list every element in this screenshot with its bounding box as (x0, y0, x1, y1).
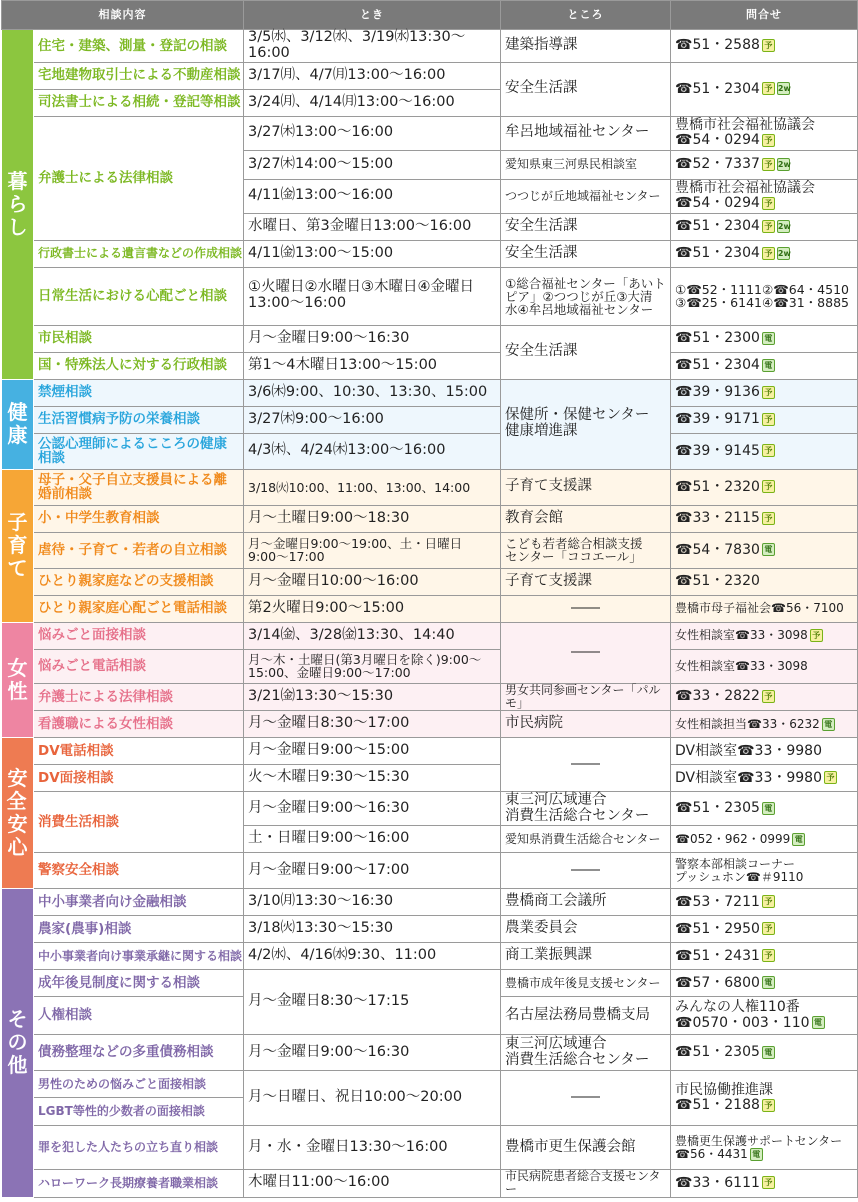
two-weeks-icon: 2w (777, 159, 791, 169)
section-anzen (2, 738, 858, 889)
row-time: 月～金曜日8:30～17:00 (244, 711, 501, 738)
row-name: 禁煙相談 (34, 379, 244, 406)
row-time: 4/3㈭、4/24㈭13:00～16:00 (244, 433, 501, 469)
row-time: 月～金曜日9:00～15:00 (244, 738, 501, 765)
row-name: 中小事業者向け事業承継に関する相談 (34, 943, 244, 970)
reservation-icon: 予 (762, 413, 775, 426)
row-contact: 豊橋市社会福祉協議会 ☎54・0294 予 (671, 116, 858, 150)
row-contact: 女性相談室☎33・3098 (671, 649, 858, 683)
row-time: 月～金曜日10:00～16:00 (244, 568, 501, 595)
row-time: 3/27㈭9:00～16:00 (244, 406, 501, 433)
row-place: つつじが丘地域福祉センター (501, 179, 671, 213)
header-tokoro: ところ (501, 1, 671, 30)
category-kosodate: 子育て (2, 469, 34, 622)
row-place: 東三河広域連合 消費生活総合センター (501, 1035, 671, 1071)
row-time: 3/10㈪13:30～16:30 (244, 889, 501, 916)
row-time: 3/6㈭9:00、10:30、13:30、15:00 (244, 379, 501, 406)
reservation-icon: 予 (762, 220, 775, 233)
reservation-icon: 予 (762, 158, 775, 171)
section-kosodate (2, 469, 858, 622)
row-contact: ☎33・2115 予 (671, 505, 858, 532)
row-place: 安全生活課 (501, 62, 671, 116)
row-time: 月～土曜日9:00～18:30 (244, 505, 501, 532)
row-name: 罪を犯した人たちの立ち直り相談 (34, 1126, 244, 1170)
row-place: ①総合福祉センター「あいトピア」②つつじが丘③大清 水④牟呂地域福祉センター (501, 267, 671, 325)
row-place: 豊橋市成年後見支援センター (501, 970, 671, 997)
reservation-icon: 予 (762, 690, 775, 703)
row-contact: ☎52・7337 予 2w (671, 150, 858, 179)
row-contact: ☎53・7211 予 (671, 889, 858, 916)
consultation-table (1, 0, 858, 1198)
row-contact: 豊橋更生保護サポートセンター ☎56・4431 電 (671, 1126, 858, 1170)
row-time: 月～金曜日9:00～19:00、土・日曜日 9:00～17:00 (244, 532, 501, 568)
phone-icon: 電 (762, 802, 775, 815)
phone-icon: 電 (762, 359, 775, 372)
row-contact: ☎51・2300 電 (671, 325, 858, 352)
table-row (2, 62, 858, 89)
phone-icon: 電 (792, 833, 805, 846)
row-contact: ☎51・2305 電 (671, 1035, 858, 1071)
row-name: 警察安全相談 (34, 853, 244, 889)
row-contact: ☎39・9171 予 (671, 406, 858, 433)
phone-icon: 電 (750, 1148, 763, 1161)
row-place: ―― (501, 1071, 671, 1126)
row-name: 弁護士による法律相談 (34, 683, 244, 710)
table-row (2, 1126, 858, 1170)
table-row (2, 943, 858, 970)
row-name: 中小事業者向け金融相談 (34, 889, 244, 916)
row-name: 日常生活における心配ごと相談 (34, 267, 244, 325)
row-name: 住宅・建築、測量・登記の相談 (34, 30, 244, 63)
row-name: 国・特殊法人に対する行政相談 (34, 352, 244, 379)
row-time: 3/27㈭13:00～16:00 (244, 116, 501, 150)
row-time: 3/27㈭14:00～15:00 (244, 150, 501, 179)
row-name: DV面接相談 (34, 765, 244, 792)
table-row (2, 433, 858, 469)
row-time: 土・日曜日9:00～16:00 (244, 826, 501, 853)
row-contact: みんなの人権110番 ☎0570・003・110 電 (671, 997, 858, 1035)
row-name: 消費生活相談 (34, 792, 244, 853)
row-time: 水曜日、第3金曜日13:00～16:00 (244, 213, 501, 240)
table-row (2, 622, 858, 649)
table-row (2, 853, 858, 889)
row-name: 農家(農事)相談 (34, 916, 244, 943)
row-name: ひとり親家庭心配ごと電話相談 (34, 595, 244, 622)
row-time: 月・水・金曜日13:30～16:00 (244, 1126, 501, 1170)
row-place: 子育て支援課 (501, 469, 671, 505)
row-name: 成年後見制度に関する相談 (34, 970, 244, 997)
row-contact: ☎51・2320 (671, 568, 858, 595)
table-row (2, 469, 858, 505)
row-contact: DV相談室☎33・9980 (671, 738, 858, 765)
row-contact: 市民協働推進課 ☎51・2188 予 (671, 1071, 858, 1126)
row-contact: ☎51・2304 予 2w (671, 240, 858, 267)
header-toiawase: 問合せ (671, 1, 858, 30)
row-place: ―― (501, 622, 671, 683)
phone-icon: 電 (762, 543, 775, 556)
table-row (2, 765, 858, 792)
table-row (2, 738, 858, 765)
row-place: 安全生活課 (501, 240, 671, 267)
reservation-icon: 予 (762, 1099, 775, 1112)
row-name: 男性のための悩みごと面接相談 (34, 1071, 244, 1098)
row-time: 3/18㈫13:30～15:30 (244, 916, 501, 943)
section-kenko (2, 379, 858, 469)
row-time: 3/17㈪、4/7㈪13:00～16:00 (244, 62, 501, 89)
table-row (2, 267, 858, 325)
reservation-icon: 予 (762, 1176, 775, 1189)
row-place: 豊橋商工会議所 (501, 889, 671, 916)
row-place: 男女共同参画センター「パルモ」 (501, 683, 671, 710)
table-row (2, 970, 858, 997)
row-time: 月～金曜日9:00～16:30 (244, 325, 501, 352)
reservation-icon: 予 (762, 512, 775, 525)
row-place: 愛知県消費生活総合センター (501, 826, 671, 853)
row-name: 人権相談 (34, 997, 244, 1035)
two-weeks-icon: 2w (777, 248, 791, 258)
table-row (2, 889, 858, 916)
table-row (2, 1071, 858, 1098)
row-place: 子育て支援課 (501, 568, 671, 595)
row-name: 虐待・子育て・若者の自立相談 (34, 532, 244, 568)
row-place: 商工業振興課 (501, 943, 671, 970)
row-place: 市民病院 (501, 711, 671, 738)
table-row (2, 30, 858, 63)
row-contact: ☎33・2822 予 (671, 683, 858, 710)
row-place: 牟呂地域福祉センター (501, 116, 671, 150)
row-time: 3/14㈮、3/28㈮13:30、14:40 (244, 622, 501, 649)
row-contact: ☎51・2304 電 (671, 352, 858, 379)
row-contact: ☎51・2304 予 2w (671, 62, 858, 116)
row-contact: 女性相談担当☎33・6232 電 (671, 711, 858, 738)
row-time: 第1～4木曜日13:00～15:00 (244, 352, 501, 379)
row-place: こども若者総合相談支援 センター「ココエール」 (501, 532, 671, 568)
row-name: 行政書士による遺言書などの作成相談 (34, 240, 244, 267)
table-row (2, 325, 858, 352)
row-place: 農業委員会 (501, 916, 671, 943)
row-contact: 豊橋市社会福祉協議会 ☎54・0294 予 (671, 179, 858, 213)
row-contact: ①☎52・1111②☎64・4510 ③☎25・6141④☎31・8885 (671, 267, 858, 325)
row-time: 月～日曜日、祝日10:00～20:00 (244, 1071, 501, 1126)
reservation-icon: 予 (762, 197, 775, 210)
table-row (2, 649, 858, 683)
table-header (2, 1, 858, 30)
section-kurashi (2, 30, 858, 380)
row-contact: ☎33・6111 予 (671, 1170, 858, 1197)
row-place: ―― (501, 595, 671, 622)
table-row (2, 595, 858, 622)
row-place: 安全生活課 (501, 325, 671, 379)
reservation-icon: 予 (762, 949, 775, 962)
table-row (2, 1170, 858, 1197)
category-anzen: 安全・安心 (2, 738, 34, 889)
row-time: 月～金曜日9:00～16:30 (244, 792, 501, 826)
table-row (2, 916, 858, 943)
reservation-icon: 予 (762, 480, 775, 493)
row-time: 木曜日11:00～16:00 (244, 1170, 501, 1197)
row-name: 小・中学生教育相談 (34, 505, 244, 532)
table-row (2, 379, 858, 406)
row-time: 3/5㈬、3/12㈬、3/19㈬13:30～16:00 (244, 30, 501, 63)
row-place: 名古屋法務局豊橋支局 (501, 997, 671, 1035)
table-row (2, 792, 858, 826)
two-weeks-icon: 2w (777, 221, 791, 231)
row-contact: 豊橋市母子福祉会☎56・7100 (671, 595, 858, 622)
row-contact: 女性相談室☎33・3098 予 (671, 622, 858, 649)
row-name: ひとり親家庭などの支援相談 (34, 568, 244, 595)
phone-icon: 電 (762, 332, 775, 345)
row-name: LGBT等性的少数者の面接相談 (34, 1098, 244, 1126)
row-name: 債務整理などの多重債務相談 (34, 1035, 244, 1071)
reservation-icon: 予 (762, 39, 775, 52)
row-place: 市民病院患者総合支援センター (501, 1170, 671, 1197)
row-time: 4/2㈬、4/16㈬9:30、11:00 (244, 943, 501, 970)
row-name: 悩みごと面接相談 (34, 622, 244, 649)
section-josei (2, 622, 858, 737)
row-contact: ☎57・6800 電 (671, 970, 858, 997)
row-name: 看護職による女性相談 (34, 711, 244, 738)
reservation-icon: 予 (762, 922, 775, 935)
row-place: ―― (501, 853, 671, 889)
phone-icon: 電 (822, 718, 835, 731)
table-row (2, 116, 858, 150)
row-place: 愛知県東三河県民相談室 (501, 150, 671, 179)
row-time: 月～木・土曜日(第3月曜日を除く)9:00～ 15:00、金曜日9:00～17:00 (244, 649, 501, 683)
row-contact: ☎51・2304 予 2w (671, 213, 858, 240)
table-row (2, 711, 858, 738)
table-row (2, 505, 858, 532)
row-contact: ☎51・2431 予 (671, 943, 858, 970)
reservation-icon: 予 (762, 247, 775, 260)
row-place: ―― (501, 738, 671, 792)
reservation-icon: 予 (810, 629, 823, 642)
row-time: 月～金曜日9:00～16:30 (244, 1035, 501, 1071)
row-time: 4/11㈮13:00～15:00 (244, 240, 501, 267)
header-naiyo: 相談内容 (2, 1, 244, 30)
row-time: 3/21㈮13:30～15:30 (244, 683, 501, 710)
row-time: 月～金曜日8:30～17:15 (244, 970, 501, 1035)
row-contact: ☎51・2588 予 (671, 30, 858, 63)
row-name: 弁護士による法律相談 (34, 116, 244, 240)
row-contact: ☎51・2950 予 (671, 916, 858, 943)
reservation-icon: 予 (762, 82, 775, 95)
category-sonota: その他 (2, 889, 34, 1197)
table-row (2, 568, 858, 595)
category-kurashi: 暮らし (2, 30, 34, 380)
table-row (2, 683, 858, 710)
phone-icon: 電 (762, 1046, 775, 1059)
row-time: 3/24㈪、4/14㈪13:00～16:00 (244, 89, 501, 116)
table-row (2, 240, 858, 267)
row-name: 宅地建物取引士による不動産相談 (34, 62, 244, 89)
reservation-icon: 予 (824, 771, 837, 784)
row-place: 東三河広域連合 消費生活総合センター (501, 792, 671, 826)
row-place: 保健所・保健センター 健康増進課 (501, 379, 671, 469)
row-name: 公認心理師によるこころの健康相談 (34, 433, 244, 469)
phone-icon: 電 (812, 1016, 825, 1029)
row-contact: ☎54・7830 電 (671, 532, 858, 568)
table-row (2, 1035, 858, 1071)
reservation-icon: 予 (762, 444, 775, 457)
row-place: 豊橋市更生保護会館 (501, 1126, 671, 1170)
row-contact: DV相談室☎33・9980 予 (671, 765, 858, 792)
row-name: 市民相談 (34, 325, 244, 352)
row-time: 月～金曜日9:00～17:00 (244, 853, 501, 889)
row-place: 建築指導課 (501, 30, 671, 63)
category-josei: 女性 (2, 622, 34, 737)
row-place: 安全生活課 (501, 213, 671, 240)
row-contact: 警察本部相談コーナー プッシュホン☎＃9110 (671, 853, 858, 889)
row-time: 3/18㈫10:00、11:00、13:00、14:00 (244, 469, 501, 505)
table-row (2, 532, 858, 568)
row-name: DV電話相談 (34, 738, 244, 765)
row-contact: ☎39・9145 予 (671, 433, 858, 469)
table-row (2, 352, 858, 379)
reservation-icon: 予 (762, 386, 775, 399)
row-contact: ☎39・9136 予 (671, 379, 858, 406)
section-sonota (2, 889, 858, 1197)
row-name: 生活習慣病予防の栄養相談 (34, 406, 244, 433)
row-time: 第2火曜日9:00～15:00 (244, 595, 501, 622)
row-contact: ☎51・2305 電 (671, 792, 858, 826)
row-name: 悩みごと電話相談 (34, 649, 244, 683)
phone-icon: 電 (762, 976, 775, 989)
row-name: 母子・父子自立支援員による離婚前相談 (34, 469, 244, 505)
reservation-icon: 予 (762, 134, 775, 147)
row-time: 火～木曜日9:30～15:30 (244, 765, 501, 792)
row-name: 司法書士による相続・登記等相談 (34, 89, 244, 116)
header-toki: とき (244, 1, 501, 30)
row-contact: ☎052・962・0999 電 (671, 826, 858, 853)
row-contact: ☎51・2320 予 (671, 469, 858, 505)
row-time: ①火曜日②水曜日③木曜日④金曜日 13:00～16:00 (244, 267, 501, 325)
two-weeks-icon: 2w (777, 84, 791, 94)
row-name: ハローワーク長期療養者職業相談 (34, 1170, 244, 1197)
reservation-icon: 予 (762, 895, 775, 908)
table-row (2, 406, 858, 433)
row-time: 4/11㈮13:00～16:00 (244, 179, 501, 213)
row-place: 教育会館 (501, 505, 671, 532)
category-kenko: 健康 (2, 379, 34, 469)
